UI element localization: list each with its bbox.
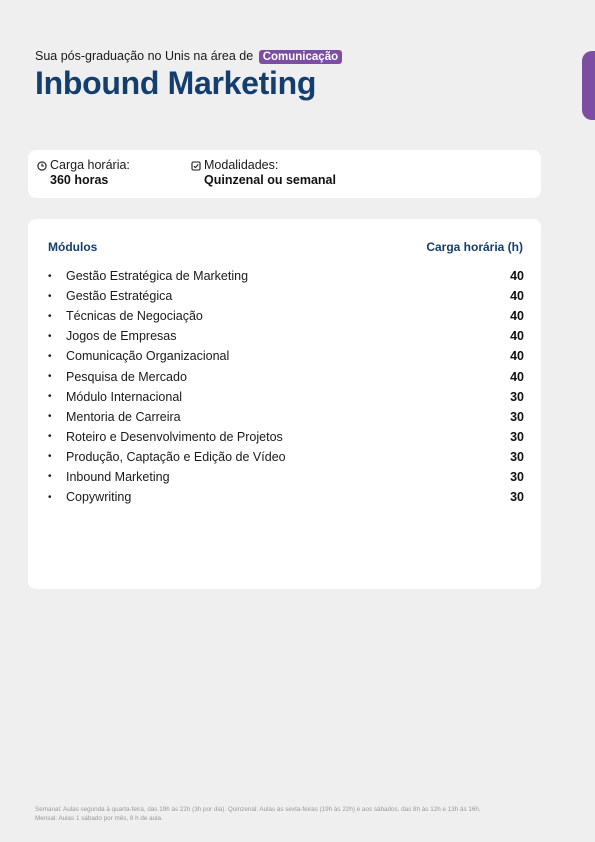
module-name: Roteiro e Desenvolvimento de Projetos xyxy=(66,429,283,444)
footnote-line: Semanal: Aulas segunda à quarta-feira, das 19h às 22h (3h por dia). Quinzenal: Aulas às sexta-feiras (19h às 22h) e aos sábados, das 8h às 12h e 13h às 16h. xyxy=(35,806,481,813)
modalities-info xyxy=(191,158,336,188)
module-name: Técnicas de Negociação xyxy=(66,309,203,324)
module-hours: 40 xyxy=(510,289,524,304)
module-name: Mentoria de Carreira xyxy=(66,409,181,424)
module-hours: 30 xyxy=(510,469,524,484)
clock-icon xyxy=(37,161,47,171)
module-row xyxy=(48,306,524,326)
module-row xyxy=(48,487,524,507)
side-accent-tab xyxy=(582,51,595,120)
module-hours: 30 xyxy=(510,429,524,444)
bullet-icon: • xyxy=(48,310,52,322)
module-name: Inbound Marketing xyxy=(66,469,170,484)
module-hours: 40 xyxy=(510,329,524,344)
module-hours: 30 xyxy=(510,449,524,464)
modules-list xyxy=(48,266,524,507)
module-name: Gestão Estratégica de Marketing xyxy=(66,269,249,284)
module-name: Jogos de Empresas xyxy=(66,329,177,344)
workload-label: Carga horária: xyxy=(50,158,130,172)
subtitle-prefix: Sua pós-graduação no Unis na área de xyxy=(35,49,254,63)
bullet-icon: • xyxy=(48,270,52,282)
bullet-icon: • xyxy=(48,451,52,463)
modules-column-header: Módulos xyxy=(48,240,98,254)
bullet-icon: • xyxy=(48,371,52,383)
module-name: Produção, Captação e Edição de Vídeo xyxy=(66,449,286,464)
bullet-icon: • xyxy=(48,491,52,503)
module-row xyxy=(48,326,524,346)
bullet-icon: • xyxy=(48,350,52,362)
schedule-footnote xyxy=(35,805,555,823)
module-row xyxy=(48,467,524,487)
page-subtitle xyxy=(35,48,535,64)
hours-column-header: Carga horária (h) xyxy=(426,240,523,254)
workload-info xyxy=(37,158,130,188)
area-badge: Comunicação xyxy=(259,50,342,64)
modalities-label: Modalidades: xyxy=(204,158,279,172)
module-row xyxy=(48,366,524,386)
page-header xyxy=(35,48,535,100)
module-row xyxy=(48,286,524,306)
module-name: Gestão Estratégica xyxy=(66,289,173,304)
page-title: Inbound Marketing xyxy=(35,65,317,101)
module-hours: 40 xyxy=(510,309,524,324)
module-hours: 40 xyxy=(510,349,524,364)
bullet-icon: • xyxy=(48,431,52,443)
bullet-icon: • xyxy=(48,391,52,403)
module-hours: 30 xyxy=(510,389,524,404)
module-name: Comunicação Organizacional xyxy=(66,349,230,364)
module-row xyxy=(48,346,524,366)
module-name: Módulo Internacional xyxy=(66,389,183,404)
module-row xyxy=(48,427,524,447)
bullet-icon: • xyxy=(48,471,52,483)
module-hours: 30 xyxy=(510,490,524,505)
modalities-value: Quinzenal ou semanal xyxy=(204,173,336,187)
module-name: Pesquisa de Mercado xyxy=(66,369,187,384)
footnote-line: Mensal: Aulas 1 sábado por mês, 8 h de aula. xyxy=(35,815,163,822)
workload-value: 360 horas xyxy=(50,173,109,187)
bullet-icon: • xyxy=(48,290,52,302)
bullet-icon: • xyxy=(48,411,52,423)
module-row xyxy=(48,447,524,467)
checkbox-icon xyxy=(191,161,201,171)
module-hours: 40 xyxy=(510,369,524,384)
modules-card xyxy=(28,219,541,589)
module-hours: 40 xyxy=(510,269,524,284)
modules-table-header xyxy=(48,240,523,254)
module-row xyxy=(48,266,524,286)
bullet-icon: • xyxy=(48,330,52,342)
module-hours: 30 xyxy=(510,409,524,424)
module-row xyxy=(48,407,524,427)
module-name: Copywriting xyxy=(66,490,132,505)
module-row xyxy=(48,387,524,407)
info-card xyxy=(28,150,541,198)
